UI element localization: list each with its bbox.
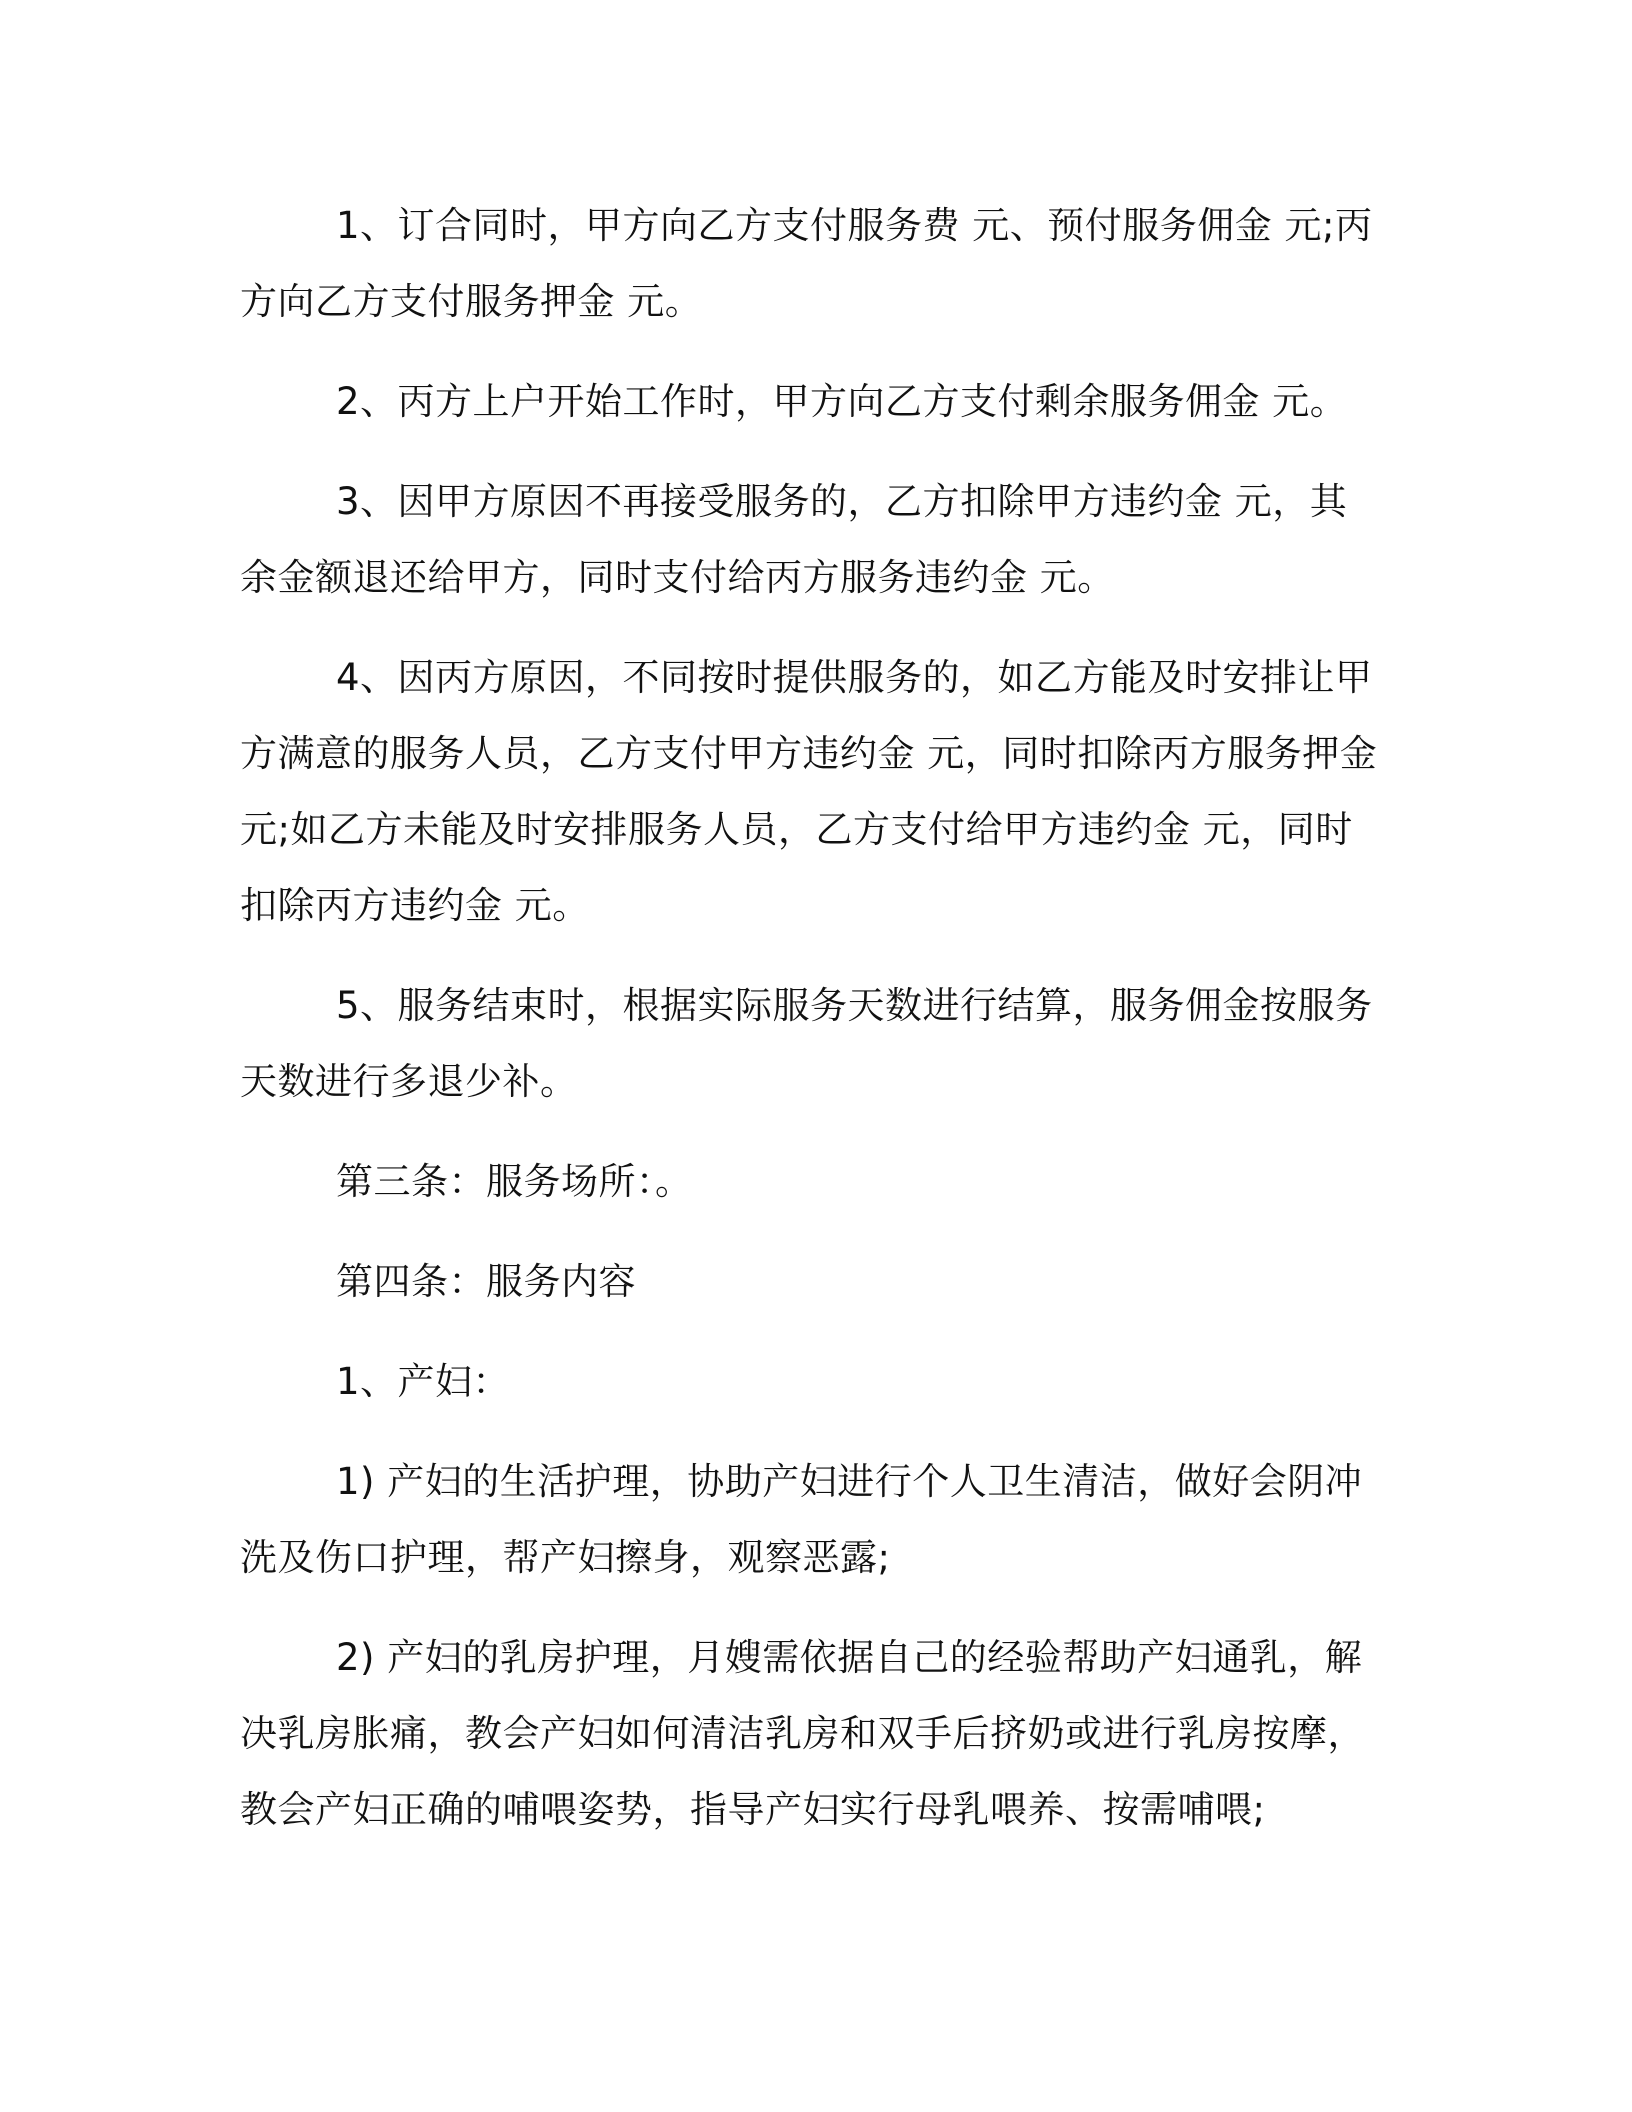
clause-party-a-breach: 3、因甲方原因不再接受服务的，乙方扣除甲方违约金 元，其余金额退还给甲方，同时支付给丙方服务违约金 元。 — [240, 480, 1348, 599]
clause-payment-on-signing: 1、订合同时，甲方向乙方支付服务费 元、预付服务佣金 元;丙方向乙方支付服务押金 元。 — [240, 204, 1373, 323]
article-4-service-content: 第四条：服务内容 — [336, 1260, 636, 1303]
item-mother-daily-care: 1) 产妇的生活护理，协助产妇进行个人卫生清洁，做好会阴冲洗及伤口护理，帮产妇擦身，观察恶露; — [240, 1460, 1363, 1579]
clause-settlement: 5、服务结束时，根据实际服务天数进行结算，服务佣金按服务天数进行多退少补。 — [240, 984, 1373, 1103]
clause-payment-on-start: 2、丙方上户开始工作时，甲方向乙方支付剩余服务佣金 元。 — [336, 380, 1348, 423]
item-mother-breast-care: 2) 产妇的乳房护理，月嫂需依据自己的经验帮助产妇通乳，解决乳房胀痛，教会产妇如何清洁乳房和双手后挤奶或进行乳房按摩，教会产妇正确的哺喂姿势，指导产妇实行母乳喂养、按需哺喂; — [240, 1636, 1365, 1831]
article-3-service-location: 第三条：服务场所：。 — [336, 1160, 693, 1203]
clause-party-c-breach: 4、因丙方原因，不同按时提供服务的，如乙方能及时安排让甲方满意的服务人员，乙方支付甲方违约金 元，同时扣除丙方服务押金 元;如乙方未能及时安排服务人员，乙方支付给甲方违约金 元，同时扣除丙方违约金 元。 — [240, 656, 1378, 927]
section-mother: 1、产妇： — [336, 1360, 511, 1403]
document-body — [240, 188, 1380, 1872]
